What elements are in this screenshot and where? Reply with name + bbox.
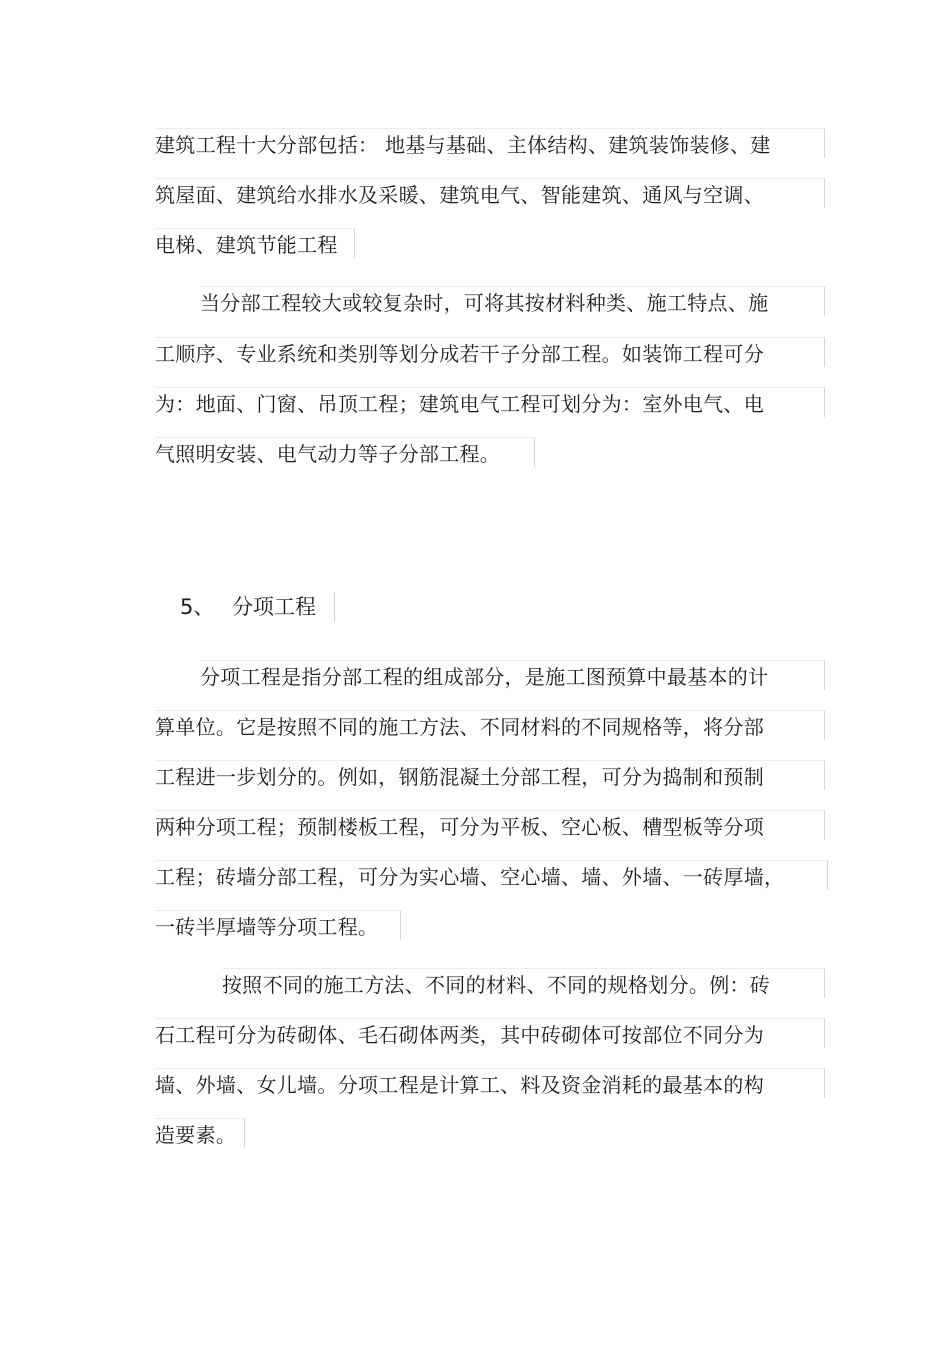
text-line: 气照明安装、电气动力等子分部工程。 xyxy=(155,437,535,467)
text-line: 筑屋面、建筑给水排水及采暖、建筑电气、智能建筑、通风与空调、 xyxy=(155,178,825,208)
text-line: 算单位。它是按照不同的施工方法、不同材料的不同规格等，将分部 xyxy=(155,710,825,740)
text-line: 墙、外墙、女儿墙。分项工程是计算工、料及资金消耗的最基本的构 xyxy=(155,1068,825,1098)
text-line: 两种分项工程；预制楼板工程，可分为平板、空心板、槽型板等分项 xyxy=(155,810,825,840)
text-line: 为：地面、门窗、吊顶工程；建筑电气工程可划分为：室外电气、电 xyxy=(155,387,825,417)
text-line: 当分部工程较大或较复杂时，可将其按材料种类、施工特点、施 xyxy=(200,286,825,316)
text-line: 工程；砖墙分部工程，可分为实心墙、空心墙、墙、外墙、一砖厚墙， xyxy=(155,860,828,890)
text-line: 造要素。 xyxy=(155,1118,245,1148)
section-title: 分项工程 xyxy=(232,595,316,619)
text-line: 建筑工程十大分部包括： 地基与基础、主体结构、建筑装饰装修、建 xyxy=(155,128,825,158)
text-line: 工顺序、专业系统和类别等划分成若干子分部工程。如装饰工程可分 xyxy=(155,337,825,367)
text-line: 一砖半厚墙等分项工程。 xyxy=(155,910,401,940)
text-line: 工程进一步划分的。例如，钢筋混凝土分部工程，可分为捣制和预制 xyxy=(155,760,825,790)
text-line: 石工程可分为砖砌体、毛石砌体两类，其中砖砌体可按部位不同分为 xyxy=(155,1018,825,1048)
text-line: 电梯、建筑节能工程 xyxy=(155,228,355,258)
section-heading xyxy=(180,592,335,622)
section-number: 5、 xyxy=(180,595,215,619)
text-line: 按照不同的施工方法、不同的材料、不同的规格划分。例：砖 xyxy=(222,968,825,998)
text-line: 分项工程是指分部工程的组成部分，是施工图预算中最基本的计 xyxy=(200,660,825,690)
